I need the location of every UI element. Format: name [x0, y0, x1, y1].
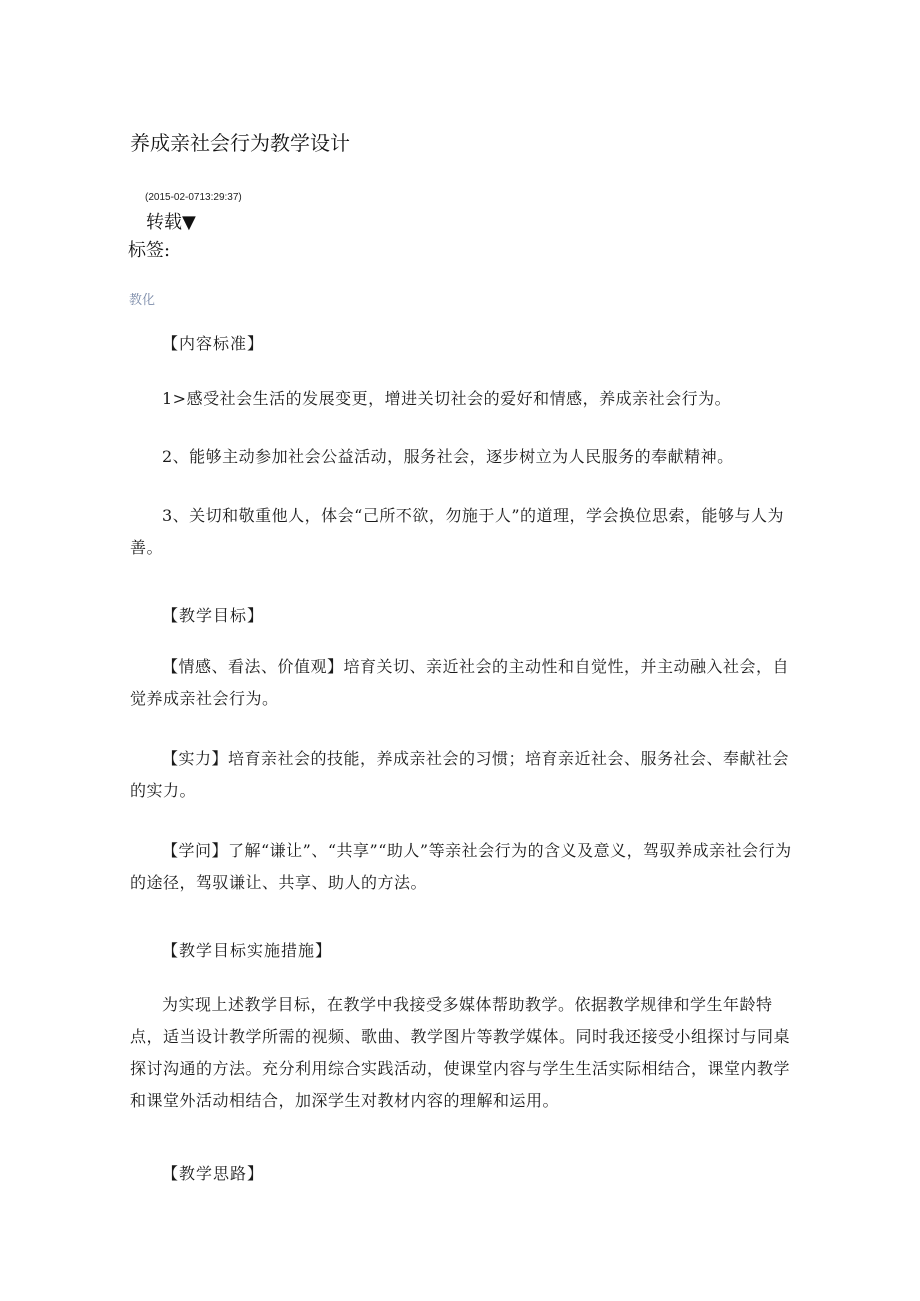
heading-content-standard: 【内容标准】 — [162, 334, 265, 353]
heading-teaching-goal: 【教学目标】 — [162, 606, 265, 625]
goal-ability: 【实力】培育亲社会的技能，养成亲社会的习惯；培育亲近社会、服务社会、奉献社会的实力。 — [130, 749, 790, 800]
heading-goal-measures: 【教学目标实施措施】 — [162, 941, 333, 960]
standard-item-2: 2、能够主动参加社会公益活动，服务社会，逐步树立为人民服务的奉献精神。 — [162, 447, 734, 466]
goal-knowledge: 【学问】了解“谦让”、“共享”“助人”等亲社会行为的含义及意义，驾驭养成亲社会行为的途径，驾驭谦让、共享、助人的方法。 — [130, 841, 792, 892]
measures-paragraph: 为实现上述教学目标，在教学中我接受多媒体帮助教学。依据教学规律和学生年龄特点，适当设计教学所需的视频、歌曲、教学图片等教学媒体。同时我还接受小组探讨与同桌探讨沟通的方法。充分利用综合实践活动，使课堂内容与学生生活实际相结合，课堂内教学和课堂外活动相结合，加深学生对教材内容的理解和运用。 — [130, 995, 791, 1110]
tags-label: 标签: — [128, 240, 171, 261]
goal-emotion: 【情感、看法、价值观】培育关切、亲近社会的主动性和自觉性，并主动融入社会，自觉养成亲社会行为。 — [130, 657, 790, 708]
heading-teaching-idea: 【教学思路】 — [162, 1164, 265, 1183]
repost-dropdown[interactable]: 转载▼ — [146, 212, 196, 233]
tag-link[interactable]: 教化 — [129, 293, 156, 308]
post-date: (2015-02-0713:29:37) — [145, 192, 242, 203]
standard-item-3: 3、关切和敬重他人，体会“己所不欲，勿施于人”的道理，学会换位思索，能够与人为善。 — [130, 506, 785, 557]
standard-item-1: 1>感受社会生活的发展变更，增进关切社会的爱好和情感，养成亲社会行为。 — [162, 389, 732, 408]
page-title: 养成亲社会行为教学设计 — [130, 131, 350, 155]
